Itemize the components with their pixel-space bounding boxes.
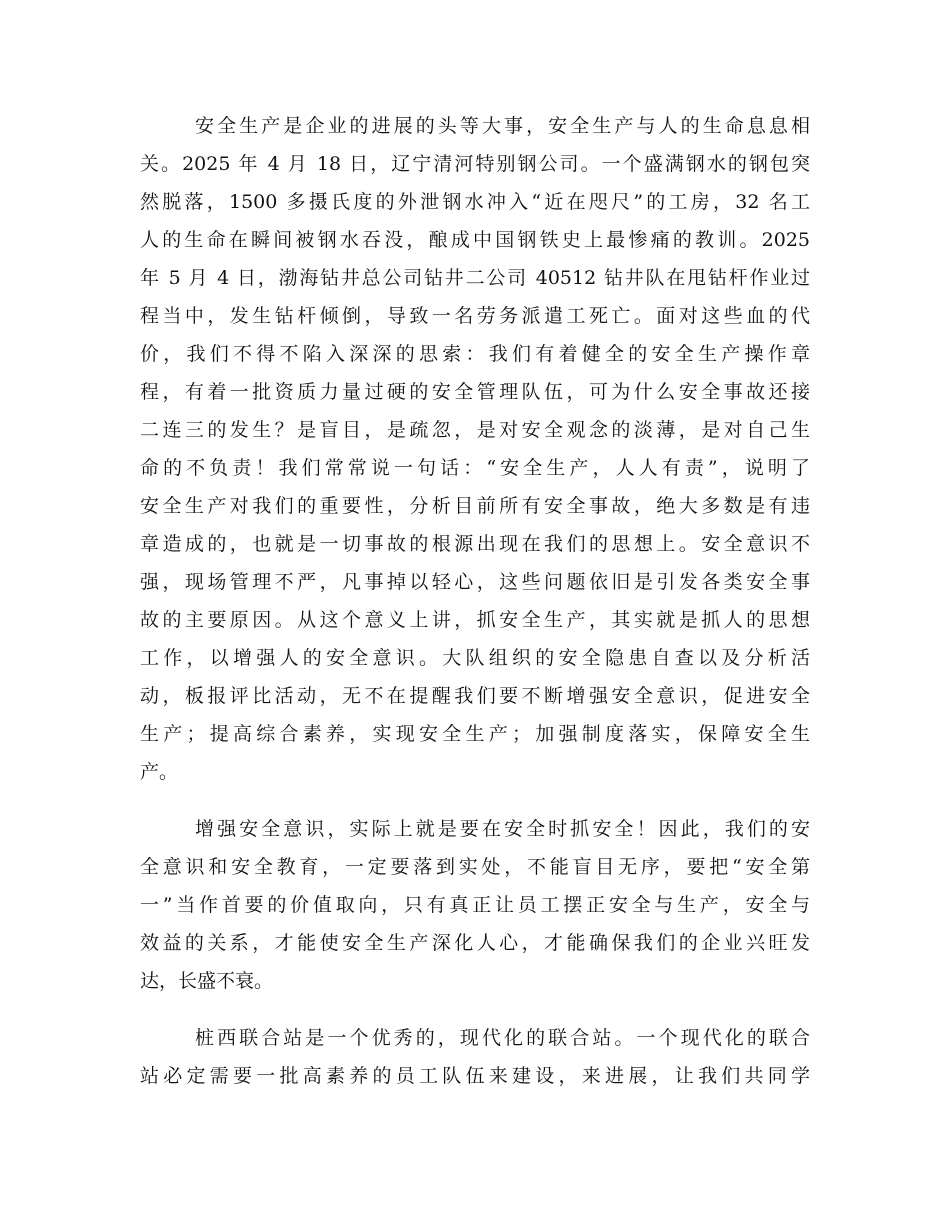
text-line: 然脱落，1500 多摄氏度的外泄钢水冲入“近在咫尺”的工房，32 名工	[140, 191, 810, 213]
text-line: 关。2025 年 4 月 18 日，辽宁清河特别钢公司。一个盛满钢水的钢包突	[140, 153, 810, 175]
text-line: 桩西联合站是一个优秀的，现代化的联合站。一个现代化的联合	[195, 1027, 810, 1049]
paragraph-spacer	[140, 791, 810, 810]
text-line: 安全生产对我们的重要性，分析目前所有安全事故，绝大多数是有违	[140, 495, 810, 517]
text-line: 价，我们不得不陷入深深的思索：我们有着健全的安全生产操作章	[140, 343, 810, 365]
text-line: 二连三的发生？是盲目，是疏忽，是对安全观念的淡薄，是对自己生	[140, 419, 810, 441]
text-line: 动，板报评比活动，无不在提醒我们要不断增强安全意识，促进安全	[140, 685, 810, 707]
text-line: 达，长盛不衰。	[140, 970, 274, 992]
text-line: 年 5 月 4 日，渤海钻井总公司钻井二公司 40512 钻井队在甩钻杆作业过	[140, 267, 810, 289]
paragraph-spacer	[140, 1000, 810, 1019]
text-line: 程当中，发生钻杆倾倒，导致一名劳务派遣工死亡。面对这些血的代	[140, 305, 810, 327]
text-line: 一”当作首要的价值取向，只有真正让员工摆正安全与生产，安全与	[140, 894, 810, 916]
text-line: 生产；提高综合素养，实现安全生产；加强制度落实，保障安全生	[140, 723, 810, 745]
text-line: 程，有着一批资质力量过硬的安全管理队伍，可为什么安全事故还接	[140, 381, 810, 403]
text-line: 站必定需要一批高素养的员工队伍来建设，来进展，让我们共同学	[140, 1065, 810, 1087]
paragraph-3	[140, 1019, 810, 1095]
text-line: 增强安全意识，实际上就是要在安全时抓安全！因此，我们的安	[195, 818, 810, 840]
paragraph-2	[140, 810, 810, 1000]
text-line: 安全生产是企业的进展的头等大事，安全生产与人的生命息息相	[195, 115, 810, 137]
document-body	[140, 107, 810, 1095]
text-line: 故的主要原因。从这个意义上讲，抓安全生产，其实就是抓人的思想	[140, 609, 810, 631]
text-line: 工作，以增强人的安全意识。大队组织的安全隐患自查以及分析活	[140, 647, 810, 669]
text-line: 强，现场管理不严，凡事掉以轻心，这些问题依旧是引发各类安全事	[140, 571, 810, 593]
paragraph-1	[140, 107, 810, 791]
text-line: 命的不负责！我们常常说一句话：“安全生产，人人有责”，说明了	[140, 457, 810, 479]
text-line: 人的生命在瞬间被钢水吞没，酿成中国钢铁史上最惨痛的教训。2025	[140, 229, 810, 251]
text-line: 产。	[140, 761, 179, 783]
text-line: 全意识和安全教育，一定要落到实处，不能盲目无序，要把“安全第	[140, 856, 810, 878]
text-line: 章造成的，也就是一切事故的根源出现在我们的思想上。安全意识不	[140, 533, 810, 555]
text-line: 效益的关系，才能使安全生产深化人心，才能确保我们的企业兴旺发	[140, 932, 810, 954]
